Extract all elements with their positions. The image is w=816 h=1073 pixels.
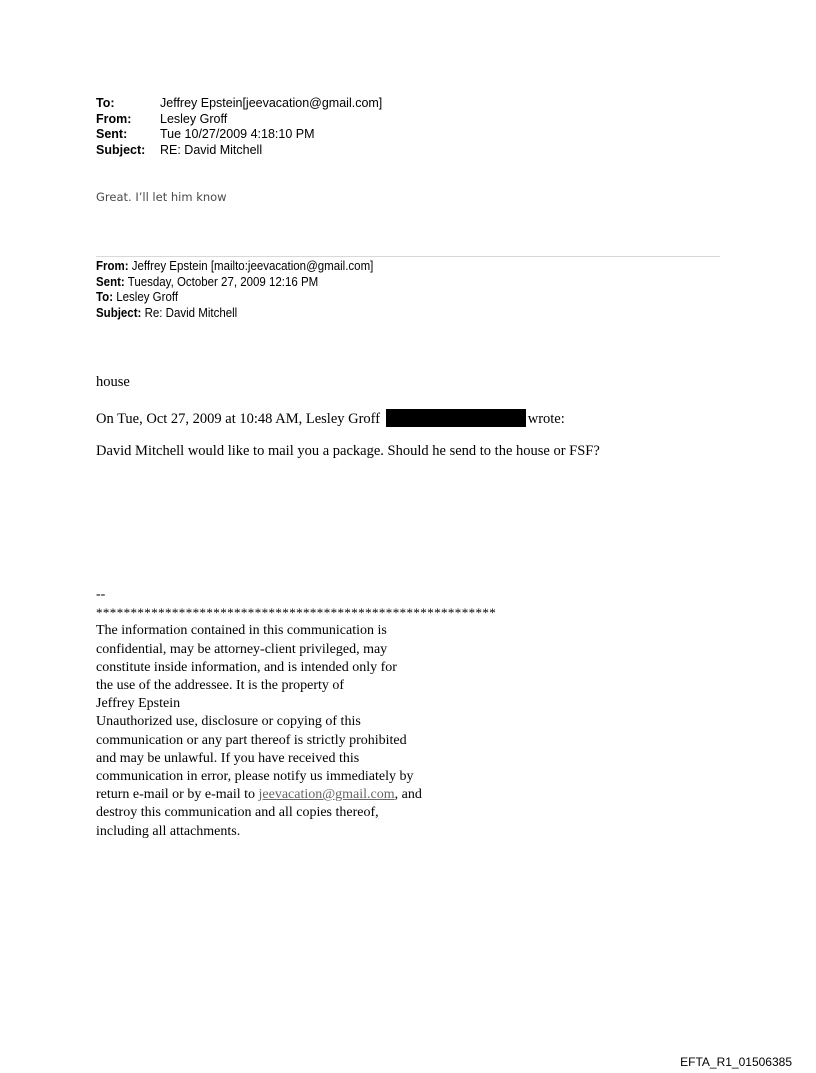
disclaimer-line: communication in error, please notify us immediately by (96, 769, 414, 785)
quoted-sent-label: Sent: (96, 274, 125, 289)
header-to-label: To: (96, 96, 115, 110)
email-link[interactable]: jeevacation@gmail.com (258, 787, 395, 803)
email-header (96, 96, 382, 158)
disclaimer-line: and may be unlawful. If you have received this (96, 750, 360, 766)
disclaimer-stars: ********************************************************** (96, 605, 497, 621)
header-sent-label: Sent: (96, 127, 128, 141)
quoted-subject-value: Re: David Mitchell (141, 305, 238, 320)
disclaimer-line: including all attachments. (96, 823, 241, 839)
quoted-from-value: Jeffrey Epstein [mailto:jeevacation@gmail.com] (128, 259, 374, 273)
attribution-line (96, 409, 565, 428)
reply-text: Great. I’ll let him know (96, 190, 227, 204)
attribution-prefix: On Tue, Oct 27, 2009 at 10:48 AM, Lesley Groff (96, 411, 384, 427)
header-sent-row (96, 127, 382, 143)
quoted-sent-value: Tuesday, October 27, 2009 12:16 PM (124, 274, 319, 289)
document-id: EFTA_R1_01506385 (680, 1055, 792, 1069)
header-from-value: Lesley Groff (160, 111, 228, 126)
disclaimer-line: constitute inside information, and is intended only for (96, 659, 397, 675)
quoted-from-row (96, 259, 373, 275)
disclaimer-line: Jeffrey Epstein (96, 696, 181, 712)
header-subject-label: Subject: (96, 142, 146, 157)
attribution-suffix: wrote: (527, 411, 565, 427)
quoted-to-label: To: (96, 290, 114, 304)
disclaimer-line-suffix: , and (394, 787, 422, 803)
quote-divider (96, 256, 720, 257)
quoted-to-value: Lesley Groff (113, 290, 179, 304)
disclaimer-block (96, 586, 496, 841)
disclaimer-line (96, 786, 496, 804)
header-to-value: Jeffrey Epstein[jeevacation@gmail.com] (160, 96, 383, 110)
disclaimer-line: destroy this communication and all copies thereof, (96, 805, 379, 821)
header-to-row (96, 96, 382, 112)
disclaimer-line: communication or any part thereof is strictly prohibited (96, 732, 407, 748)
quoted-subject-row (96, 306, 373, 322)
header-from-row (96, 112, 382, 128)
header-from-label: From: (96, 111, 132, 126)
original-message: David Mitchell would like to mail you a package. Should he send to the house or FSF? (96, 443, 600, 459)
quoted-header (96, 259, 373, 321)
header-subject-row (96, 143, 382, 159)
disclaimer-line: Unauthorized use, disclosure or copying of this (96, 714, 361, 730)
redaction-box (386, 409, 526, 427)
disclaimer-line: confidential, may be attorney-client privileged, may (96, 641, 388, 657)
disclaimer-line-prefix: return e-mail or by e-mail to (96, 787, 259, 803)
signature-dash: -- (96, 587, 106, 602)
quoted-from-label: From: (96, 259, 129, 273)
quoted-subject-label: Subject: (96, 305, 142, 320)
header-sent-value: Tue 10/27/2009 4:18:10 PM (160, 127, 315, 141)
quoted-to-row (96, 290, 373, 306)
disclaimer-line: the use of the addressee. It is the property of (96, 678, 345, 694)
disclaimer-line: The information contained in this communication is (96, 623, 387, 639)
quoted-sent-row (96, 275, 373, 291)
header-subject-value: RE: David Mitchell (160, 142, 263, 157)
answer-text: house (96, 374, 130, 390)
